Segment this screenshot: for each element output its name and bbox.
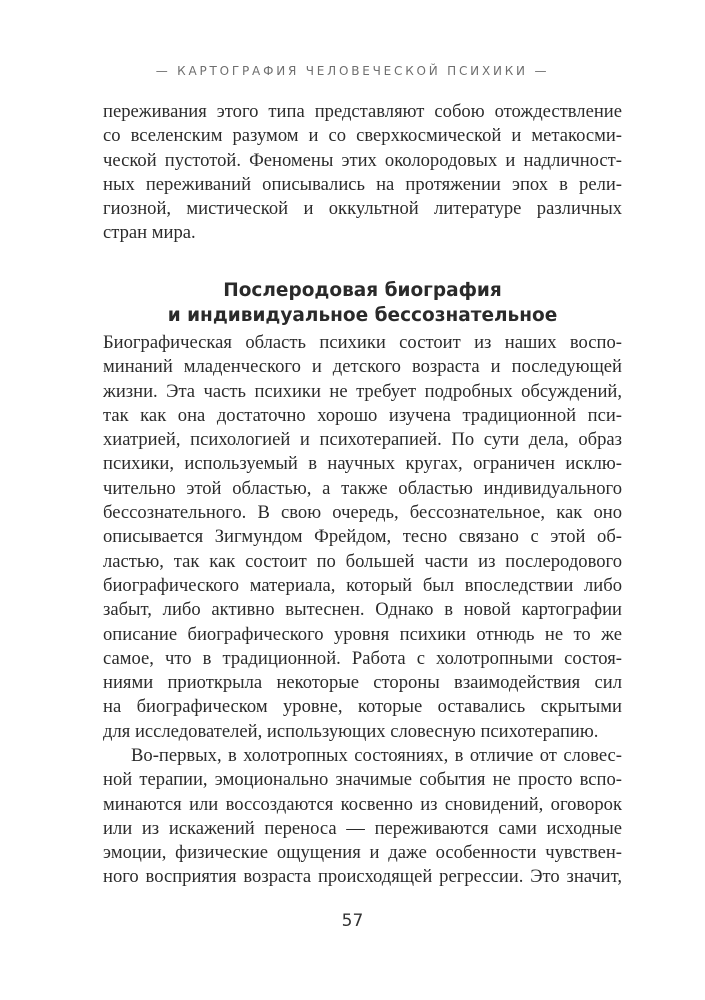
text-line: минаются или воссоздаются косвенно из сновидений, оговорок: [103, 793, 622, 815]
page-number: 57: [341, 911, 364, 931]
text-line: ластью, так как состоит по большей части из послеродового: [103, 550, 622, 572]
text-line: описывается Зигмундом Фрейдом, тесно связано с этой об-: [103, 526, 622, 548]
text-line: жизни. Эта часть психики не требует подробных обсуждений,: [103, 380, 622, 402]
body-paragraph-1: [103, 331, 622, 744]
section-heading-line: Послеродовая биография: [223, 280, 502, 301]
text-line: Биографическая область психики состоит из наших воспо-: [103, 332, 622, 353]
body-paragraph-2: [103, 744, 622, 890]
text-line: самое, что в традиционной. Работа с холотропными состоя-: [103, 647, 622, 669]
text-line: со вселенским разумом и со сверхкосмической и метакосми-: [103, 125, 622, 147]
text-line: переживания этого типа представляют собою отождествление: [103, 101, 622, 122]
text-line: чительно этой областью, а также областью индивидуального: [103, 477, 622, 499]
text-line: или из искажений переноса — переживаются сами исходные: [103, 817, 622, 839]
text-line: ниями приоткрыла некоторые стороны взаимодействия сил: [103, 672, 622, 694]
text-line: забыт, либо активно вытеснен. Однако в новой картографии: [103, 599, 622, 621]
text-line: бессознательного. В свою очередь, бессознательное, как оно: [103, 502, 622, 524]
text-line: описание биографического уровня психики отнюдь не то же: [103, 623, 622, 645]
text-line: ной терапии, эмоционально значимые события не просто вспо-: [103, 769, 622, 791]
text-line: ческой пустотой. Феномены этих околородовых и надличност-: [103, 149, 622, 171]
text-line: гиозной, мистической и оккультной литературе различных: [103, 198, 622, 220]
running-head: — КАРТОГРАФИЯ ЧЕЛОВЕЧЕСКОЙ ПСИХИКИ —: [155, 64, 550, 78]
text-line: биографического материала, который был впоследствии либо: [103, 574, 622, 596]
text-line: Во-первых, в холотропных состояниях, в отличие от словес-: [131, 745, 622, 766]
section-heading: [103, 278, 622, 328]
text-line: эмоции, физические ощущения и даже особенности чувствен-: [103, 842, 622, 864]
text-line: психики, используемый в научных кругах, ограничен исклю-: [103, 453, 622, 475]
text-line: ного восприятия возраста происходящей регрессии. Это значит,: [103, 866, 622, 888]
continuation-paragraph: [103, 100, 622, 246]
text-line: так как она достаточно хорошо изучена традиционной пси-: [103, 404, 622, 426]
text-line: на биографическом уровне, которые оставались скрытыми: [103, 696, 622, 718]
section-heading-line: и индивидуальное бессознательное: [167, 305, 558, 326]
text-line: для исследователей, использующих словесную психотерапию.: [103, 720, 599, 742]
text-line: ных переживаний описывались на протяжении эпох в рели-: [103, 173, 622, 195]
text-line: стран мира.: [103, 222, 196, 244]
text-line: хиатрией, психологией и психотерапией. По сути дела, образ: [103, 429, 622, 451]
text-line: минаний младенческого и детского возраста и последующей: [103, 356, 622, 378]
